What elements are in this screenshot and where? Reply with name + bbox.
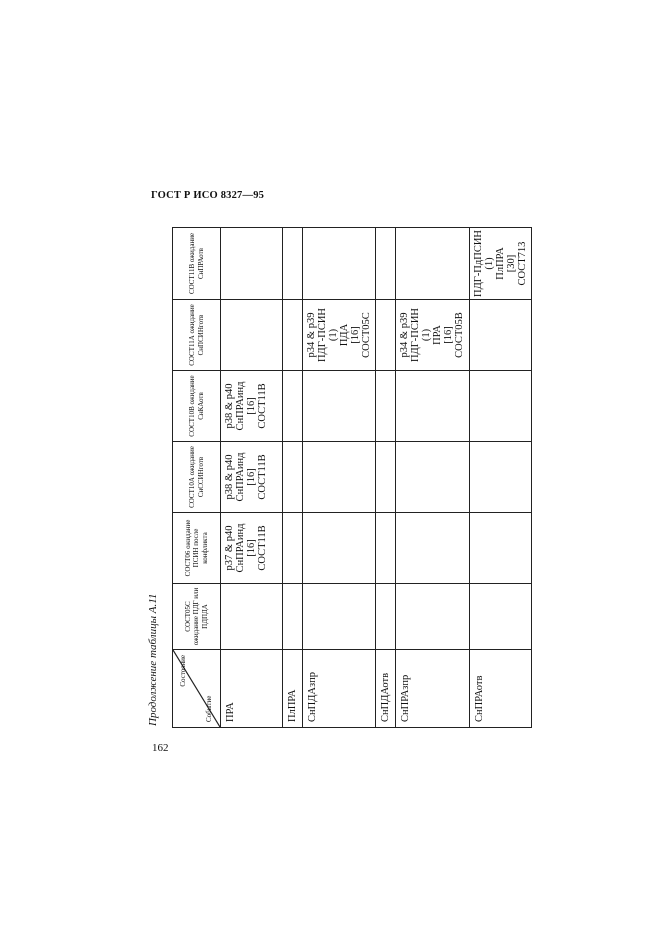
header-row bbox=[173, 228, 221, 728]
cell-line: СОСТ11В bbox=[257, 454, 268, 500]
table-cell bbox=[376, 228, 396, 300]
table-cell bbox=[470, 228, 532, 300]
table-cell bbox=[470, 513, 532, 584]
table-row bbox=[396, 228, 470, 728]
table-cell bbox=[221, 228, 283, 300]
column-header: СОСТ05С ожидание ПДГ или ПДПДА bbox=[173, 584, 221, 650]
cell-line: СнПРАинд bbox=[235, 381, 246, 431]
cell-line: [16] bbox=[350, 326, 361, 344]
cell-line: р37 & р40 bbox=[224, 525, 235, 571]
table-cell bbox=[470, 300, 532, 371]
cell-line: р34 & р39 bbox=[399, 312, 410, 358]
cell-line: (1) bbox=[421, 328, 432, 342]
table-cell bbox=[283, 442, 303, 513]
cell-line: [16] bbox=[246, 539, 257, 557]
cell-line: ПДА bbox=[339, 323, 350, 347]
column-header: СОСТ11В ожидание СнПРАотв bbox=[173, 228, 221, 300]
corner-event-label: Событие bbox=[205, 695, 213, 722]
rotated-table-container bbox=[172, 228, 528, 728]
table-cell bbox=[221, 584, 283, 650]
document-header: ГОСТ Р ИСО 8327—95 bbox=[151, 190, 265, 201]
table-cell bbox=[303, 371, 376, 442]
page-number: 162 bbox=[152, 742, 169, 754]
state-table bbox=[172, 227, 532, 728]
cell-line: ПлПРА bbox=[495, 247, 506, 280]
table-cell bbox=[221, 300, 283, 371]
table-cell bbox=[376, 371, 396, 442]
cell-line: ПДГ-ПСИН bbox=[410, 307, 421, 363]
event-cell: ПлПРА bbox=[283, 650, 303, 728]
event-cell: СнПДАзпр bbox=[303, 650, 376, 728]
event-cell: СнПРАотв bbox=[470, 650, 532, 728]
table-cell bbox=[303, 513, 376, 584]
cell-line: (1) bbox=[484, 257, 495, 270]
column-header: СОСТ11А ожидание СнПСИНготв bbox=[173, 300, 221, 371]
table-cell bbox=[283, 584, 303, 650]
cell-line: [16] bbox=[246, 397, 257, 415]
cell-line: ПДГ-ПдПСИН bbox=[473, 230, 484, 297]
table-cell bbox=[303, 228, 376, 300]
cell-line: [16] bbox=[246, 468, 257, 486]
table-cell bbox=[221, 371, 283, 442]
cell-line: [16] bbox=[443, 326, 454, 344]
corner-state-label: Состояние bbox=[179, 655, 187, 687]
cell-line: СОСТ05В bbox=[454, 312, 465, 358]
cell-line: СнПРАинд bbox=[235, 452, 246, 502]
table-cell bbox=[396, 442, 470, 513]
table-cell bbox=[470, 371, 532, 442]
table-cell bbox=[470, 442, 532, 513]
corner-cell bbox=[173, 650, 221, 728]
cell-line: р38 & р40 bbox=[224, 383, 235, 429]
table-cell bbox=[283, 228, 303, 300]
cell-line: СОСТ11В bbox=[257, 383, 268, 429]
column-header: СОСТ10В ожидание СнКАотв bbox=[173, 371, 221, 442]
table-row bbox=[303, 228, 376, 728]
cell-line: р38 & р40 bbox=[224, 454, 235, 500]
cell-line: (1) bbox=[328, 328, 339, 342]
table-cell bbox=[396, 513, 470, 584]
table-cell bbox=[376, 584, 396, 650]
table-cell bbox=[470, 584, 532, 650]
cell-line: СОСТ11В bbox=[257, 525, 268, 571]
table-cell bbox=[396, 228, 470, 300]
table-cell bbox=[283, 513, 303, 584]
event-cell: СнПРАзпр bbox=[396, 650, 470, 728]
table-cell bbox=[221, 513, 283, 584]
column-header: СОСТ06 ожидание ПСИН после конфликта bbox=[173, 513, 221, 584]
table-cell bbox=[283, 371, 303, 442]
table-cell bbox=[303, 300, 376, 371]
cell-line: ПРА bbox=[432, 325, 443, 345]
column-header: СОСТ10А ожидание СнССИНготв bbox=[173, 442, 221, 513]
table-row bbox=[221, 228, 283, 728]
cell-line: р34 & р39 bbox=[306, 312, 317, 358]
table-cell bbox=[376, 442, 396, 513]
cell-line: [30] bbox=[506, 254, 517, 273]
table-row bbox=[470, 228, 532, 728]
table-cell bbox=[396, 300, 470, 371]
cell-line: СОСТ713 bbox=[517, 241, 528, 286]
cell-line: СнПРАинд bbox=[235, 523, 246, 573]
event-cell: СнПДАотв bbox=[376, 650, 396, 728]
table-cell bbox=[221, 442, 283, 513]
table-row bbox=[376, 228, 396, 728]
table-cell bbox=[376, 513, 396, 584]
table-cell bbox=[396, 371, 470, 442]
event-cell: ПРА bbox=[221, 650, 283, 728]
table-cell bbox=[283, 300, 303, 371]
table-caption: Продолжение таблицы А.11 bbox=[147, 593, 159, 726]
table-cell bbox=[303, 442, 376, 513]
table-cell bbox=[376, 300, 396, 371]
table-row bbox=[283, 228, 303, 728]
table-cell bbox=[303, 584, 376, 650]
cell-line: СОСТ05С bbox=[361, 312, 372, 358]
cell-line: ПДГ-ПСИН bbox=[317, 307, 328, 363]
table-cell bbox=[396, 584, 470, 650]
